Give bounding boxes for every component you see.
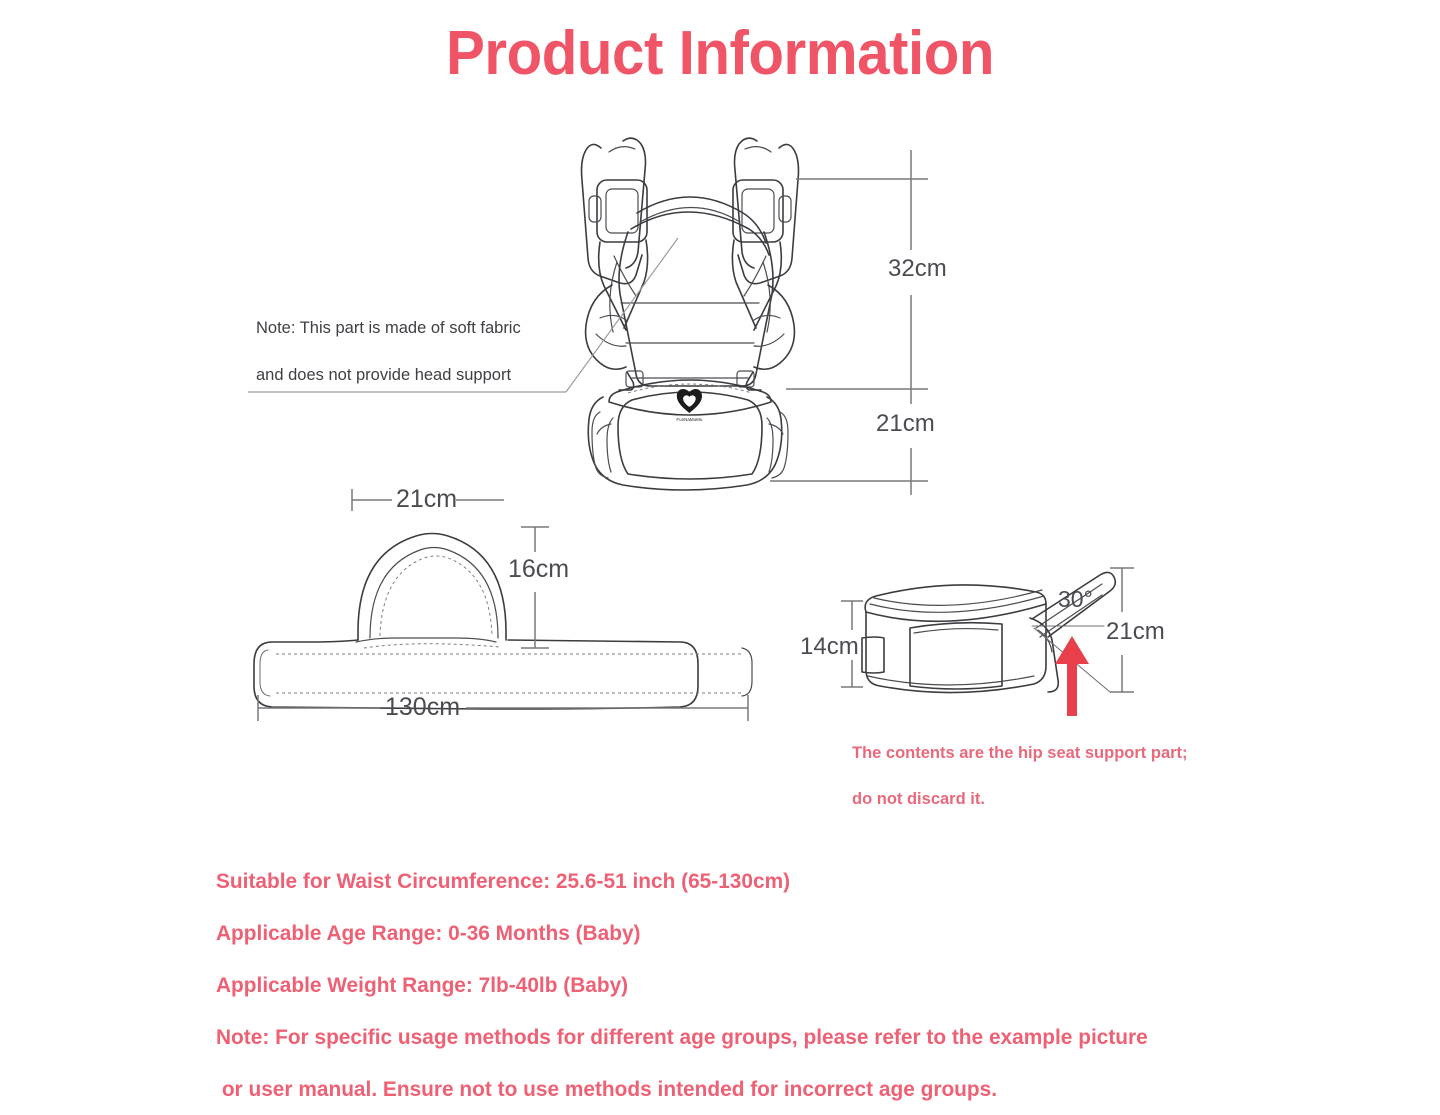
dimension-label-belt-total-length: 130cm [385, 693, 461, 721]
belt-flat-figure [254, 534, 752, 710]
carrier-dimension-lines [770, 150, 928, 495]
dimension-label-belt-hood-width: 21cm [396, 485, 458, 513]
hip-seat-caption-line2: do not discard it. [852, 790, 985, 808]
belt-dimension-lines [258, 489, 748, 721]
dimension-label-hipseat-depth: 21cm [1106, 618, 1165, 645]
dimension-label-hipseat-belt-height: 14cm [800, 633, 859, 660]
usage-note-line1: Note: For specific usage methods for different age groups, please refer to the example picture [216, 1025, 1148, 1049]
carrier-front-figure [582, 138, 799, 490]
hip-seat-arrow [1055, 636, 1089, 716]
spec-weight-range: Applicable Weight Range: 7lb-40lb (Baby) [216, 973, 629, 997]
svg-text:FunNaMuMu: FunNaMuMu [676, 417, 703, 423]
spec-age-range: Applicable Age Range: 0-36 Months (Baby) [216, 921, 641, 945]
hip-seat-caption-line1: The contents are the hip seat support part; [852, 744, 1188, 762]
heart-logo [676, 389, 703, 422]
soft-fabric-note-line2: and does not provide head support [256, 366, 512, 384]
soft-fabric-note [256, 305, 586, 399]
dimension-label-carrier-seat-height: 21cm [876, 410, 935, 437]
spec-waist-circumference: Suitable for Waist Circumference: 25.6-51 inch (65-130cm) [216, 869, 791, 893]
dimension-label-belt-hood-height: 16cm [508, 555, 570, 583]
usage-note-line2: or user manual. Ensure not to use methods intended for incorrect age groups. [221, 1077, 998, 1101]
hip-seat-caption [852, 730, 1272, 822]
dimension-label-carrier-body-height: 32cm [888, 255, 947, 282]
soft-fabric-note-line1: Note: This part is made of soft fabric [256, 319, 521, 337]
page-title: Product Information [446, 19, 994, 88]
specification-list [216, 855, 1316, 1115]
dimension-label-hipseat-angle: 30° [1058, 586, 1093, 612]
